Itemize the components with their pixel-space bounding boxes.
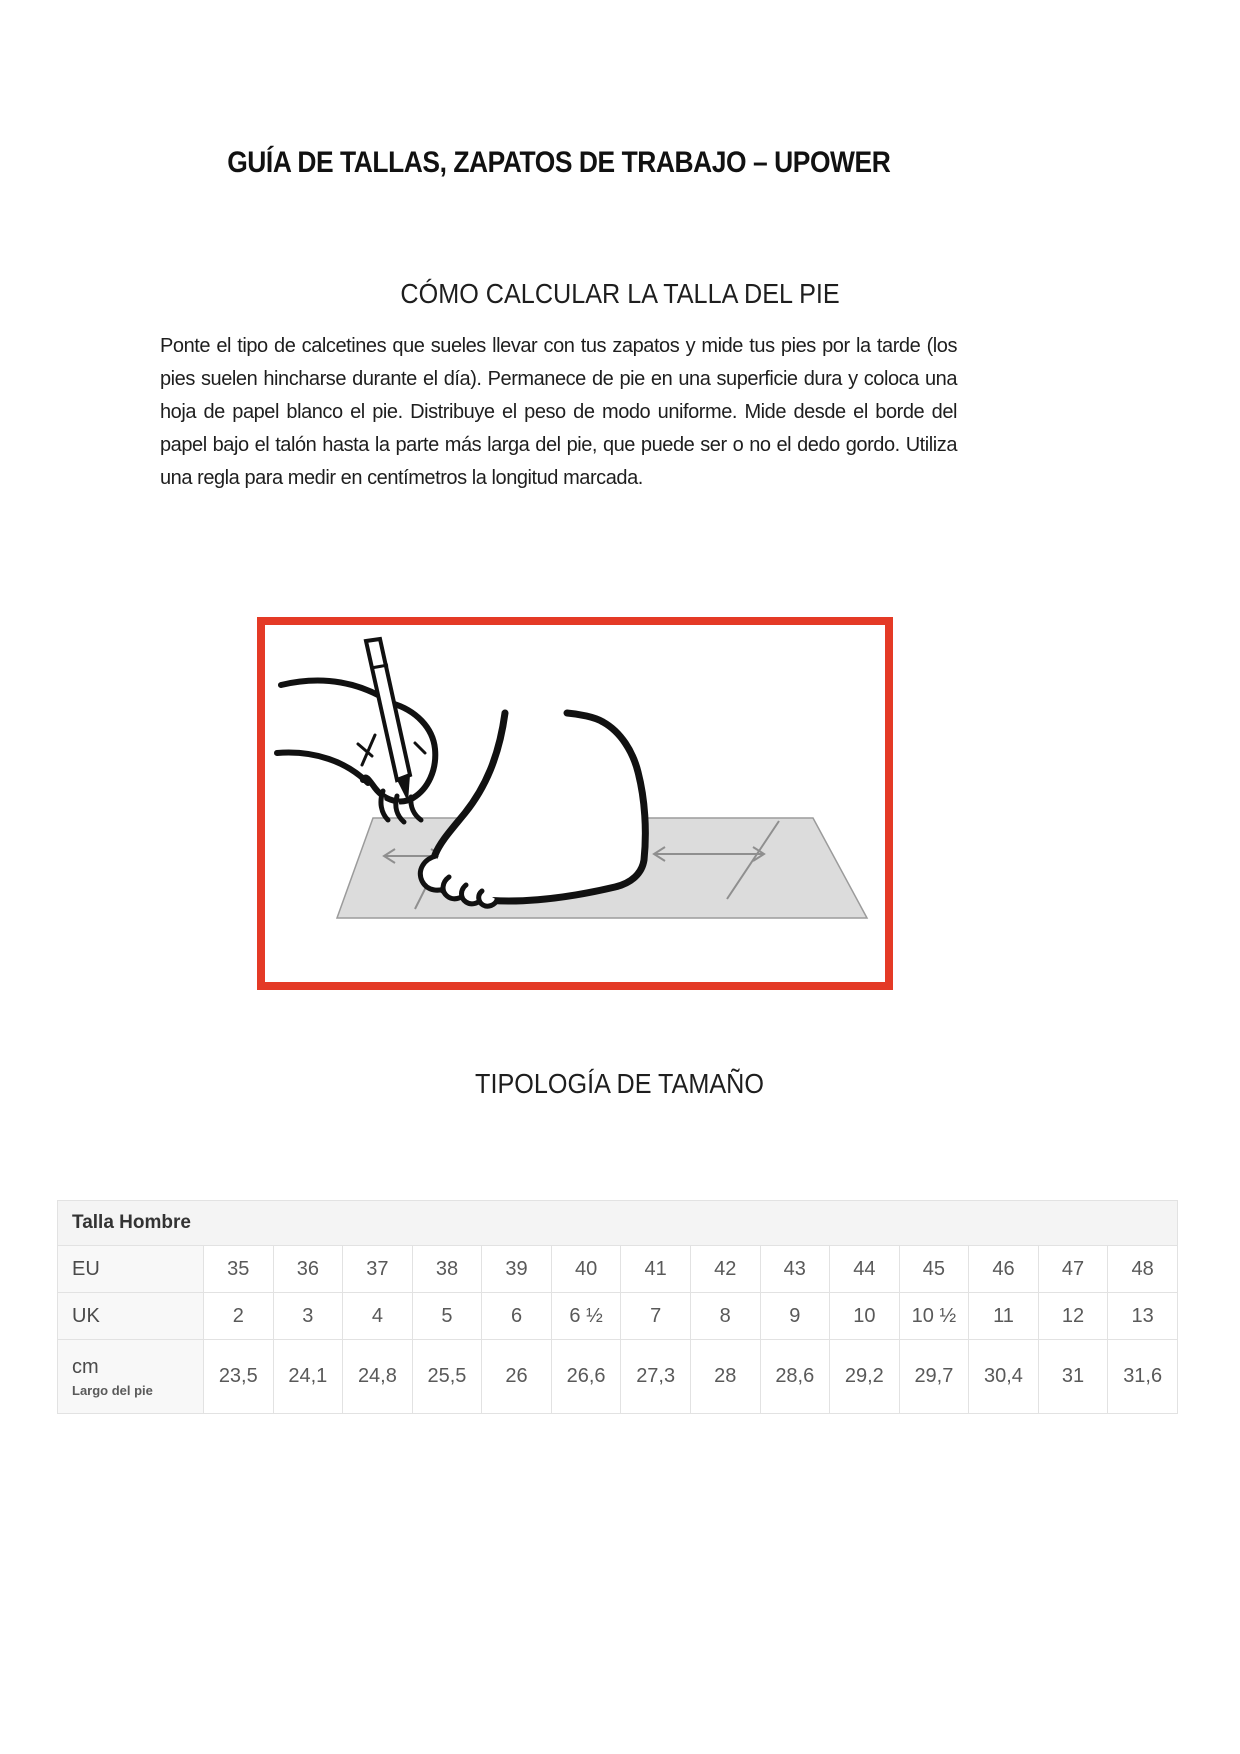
row-label-cell xyxy=(58,1293,204,1340)
table-row xyxy=(58,1340,1178,1414)
table-row xyxy=(58,1293,1178,1340)
page-title-text: GUÍA DE TALLAS, ZAPATOS DE TRABAJO – UPOWER xyxy=(226,146,891,179)
size-value-cell: 37 xyxy=(343,1246,413,1293)
size-value-cell: 11 xyxy=(969,1293,1039,1340)
size-table xyxy=(57,1200,1178,1414)
size-value-cell: 26,6 xyxy=(551,1340,621,1414)
size-value-cell: 47 xyxy=(1038,1246,1108,1293)
size-value-cell: 28,6 xyxy=(760,1340,830,1414)
size-value-cell: 10 xyxy=(830,1293,900,1340)
size-value-cell: 24,8 xyxy=(343,1340,413,1414)
size-value-cell: 8 xyxy=(690,1293,760,1340)
size-value-cell: 35 xyxy=(204,1246,274,1293)
size-value-cell: 4 xyxy=(343,1293,413,1340)
size-value-cell: 48 xyxy=(1108,1246,1178,1293)
size-value-cell: 6 xyxy=(482,1293,552,1340)
page-title xyxy=(160,146,957,180)
foot-outline xyxy=(432,713,645,901)
row-label-cell xyxy=(58,1246,204,1293)
size-value-cell: 10 ½ xyxy=(899,1293,969,1340)
size-value-cell: 46 xyxy=(969,1246,1039,1293)
size-value-cell: 2 xyxy=(204,1293,274,1340)
size-table-title: Talla Hombre xyxy=(58,1201,1178,1246)
size-value-cell: 27,3 xyxy=(621,1340,691,1414)
row-label: EU xyxy=(72,1257,100,1280)
size-value-cell: 31 xyxy=(1038,1340,1108,1414)
size-value-cell: 29,2 xyxy=(830,1340,900,1414)
size-table-container xyxy=(57,1200,1178,1414)
size-value-cell: 45 xyxy=(899,1246,969,1293)
size-value-cell: 30,4 xyxy=(969,1340,1039,1414)
size-value-cell: 7 xyxy=(621,1293,691,1340)
row-sublabel: Largo del pie xyxy=(72,1382,153,1398)
size-value-cell: 3 xyxy=(273,1293,343,1340)
row-label: cm xyxy=(72,1355,99,1378)
size-value-cell: 42 xyxy=(690,1246,760,1293)
size-value-cell: 41 xyxy=(621,1246,691,1293)
size-value-cell: 29,7 xyxy=(899,1340,969,1414)
size-value-cell: 23,5 xyxy=(204,1340,274,1414)
size-value-cell: 44 xyxy=(830,1246,900,1293)
size-value-cell: 9 xyxy=(760,1293,830,1340)
instructions-paragraph: Ponte el tipo de calcetines que sueles llevar con tus zapatos y mide tus pies por la tarde (los pies suelen hincharse durante el día). Permanece de pie en una superficie dura y coloca una hoja de papel blanco el pie. Distribuye el peso de modo uniforme. Mide desde el borde del papel bajo el talón hasta la parte más larga del pie, que puede ser o no el dedo gordo. Utiliza una regla para medir en centímetros la longitud marcada. xyxy=(160,335,957,489)
foot-measuring-illustration xyxy=(265,625,885,982)
size-value-cell: 25,5 xyxy=(412,1340,482,1414)
row-label: UK xyxy=(72,1304,100,1327)
size-value-cell: 43 xyxy=(760,1246,830,1293)
size-value-cell: 24,1 xyxy=(273,1340,343,1414)
row-label-cell xyxy=(58,1340,204,1414)
table-row xyxy=(58,1246,1178,1293)
illustration-frame xyxy=(257,617,893,990)
section-heading-tipologia xyxy=(0,1068,1240,1100)
size-value-cell: 12 xyxy=(1038,1293,1108,1340)
table-title-row xyxy=(58,1201,1178,1246)
size-value-cell: 6 ½ xyxy=(551,1293,621,1340)
size-value-cell: 40 xyxy=(551,1246,621,1293)
size-value-cell: 38 xyxy=(412,1246,482,1293)
size-value-cell: 5 xyxy=(412,1293,482,1340)
size-value-cell: 26 xyxy=(482,1340,552,1414)
size-value-cell: 28 xyxy=(690,1340,760,1414)
section-heading-como-calcular-text: CÓMO CALCULAR LA TALLA DEL PIE xyxy=(400,278,840,309)
size-value-cell: 31,6 xyxy=(1108,1340,1178,1414)
section-heading-como-calcular xyxy=(0,278,1240,310)
size-value-cell: 13 xyxy=(1108,1293,1178,1340)
size-value-cell: 39 xyxy=(482,1246,552,1293)
size-value-cell: 36 xyxy=(273,1246,343,1293)
section-heading-tipologia-text: TIPOLOGÍA DE TAMAÑO xyxy=(475,1068,765,1099)
